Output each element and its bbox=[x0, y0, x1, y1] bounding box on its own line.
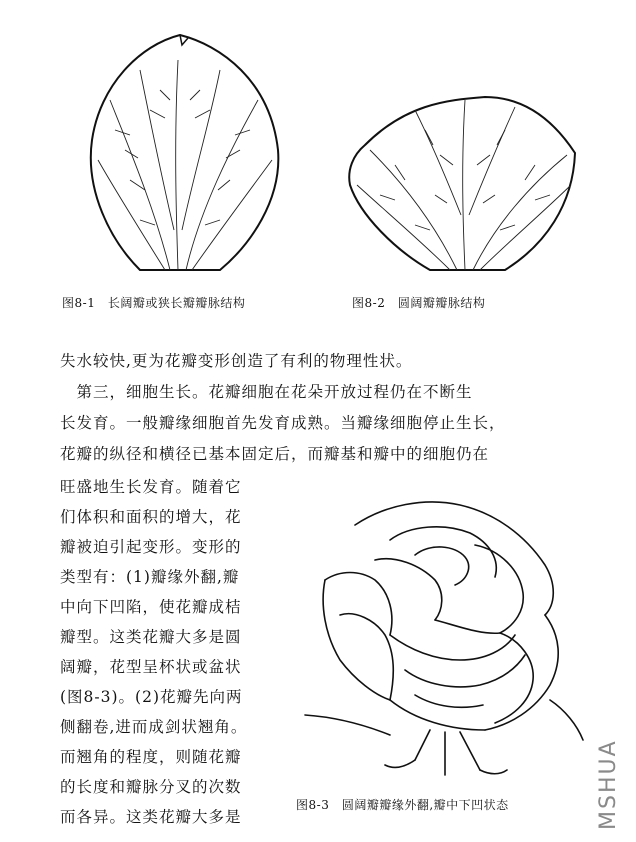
body-column-text bbox=[60, 472, 295, 842]
watermark: MSHUA bbox=[596, 739, 621, 830]
petal-outline bbox=[91, 35, 279, 270]
text-line: 第三，细胞生长。花瓣细胞在花朵开放过程仍在不断生 bbox=[60, 383, 473, 401]
text-line: 而各异。这类花瓣大多是 bbox=[60, 808, 242, 826]
petal-outline bbox=[349, 97, 575, 270]
text-line: 类型有：(1)瓣缘外翻,瓣 bbox=[60, 568, 240, 586]
text-line: 阔瓣，花型呈杯状或盆状 bbox=[60, 658, 242, 676]
figure-8-1-caption: 图8-1 长阔瓣或狭长瓣瓣脉结构 bbox=[62, 296, 246, 310]
rose-sepal bbox=[385, 760, 507, 774]
body-full-text bbox=[60, 346, 590, 476]
figure-8-3-caption: 图8-3 圆阔瓣瓣缘外翻,瓣中下凹状态 bbox=[296, 798, 509, 812]
rose-left-petal bbox=[323, 580, 390, 700]
figure-8-2-petal-drawing bbox=[335, 85, 585, 275]
text-line: 花瓣的纵径和横径已基本固定后，而瓣基和瓣中的细胞仍在 bbox=[60, 445, 490, 463]
text-line: 瓣被迫引起变形。变形的 bbox=[60, 538, 242, 556]
text-line: 而翘角的程度，则随花瓣 bbox=[60, 748, 242, 766]
text-line: 的长度和瓣脉分叉的次数 bbox=[60, 778, 242, 796]
text-line: 侧翻卷,进而成剑状翘角。 bbox=[60, 718, 248, 736]
text-line: 旺盛地生长发育。随着它 bbox=[60, 478, 242, 496]
rose-inner-petal bbox=[390, 527, 496, 577]
text-line: (图8-3)。(2)花瓣先向两 bbox=[60, 688, 243, 706]
rose-stem bbox=[415, 730, 480, 775]
figure-8-3-rose-drawing bbox=[295, 485, 595, 785]
petal-veins bbox=[98, 60, 272, 270]
text-line: 失水较快,更为花瓣变形创造了有利的物理性状。 bbox=[60, 352, 413, 370]
figure-8-2-caption: 图8-2 圆阔瓣瓣脉结构 bbox=[352, 296, 486, 310]
text-line: 中向下凹陷，使花瓣成桔 bbox=[60, 598, 242, 616]
text-line: 瓣型。这类花瓣大多是圆 bbox=[60, 628, 242, 646]
figure-8-1-petal-drawing bbox=[70, 30, 310, 280]
text-line: 们体积和面积的增大，花 bbox=[60, 508, 242, 526]
rose-right-petal bbox=[485, 615, 558, 730]
text-line: 长发育。一般瓣缘细胞首先发育成熟。当瓣缘细胞停止生长， bbox=[60, 414, 506, 432]
